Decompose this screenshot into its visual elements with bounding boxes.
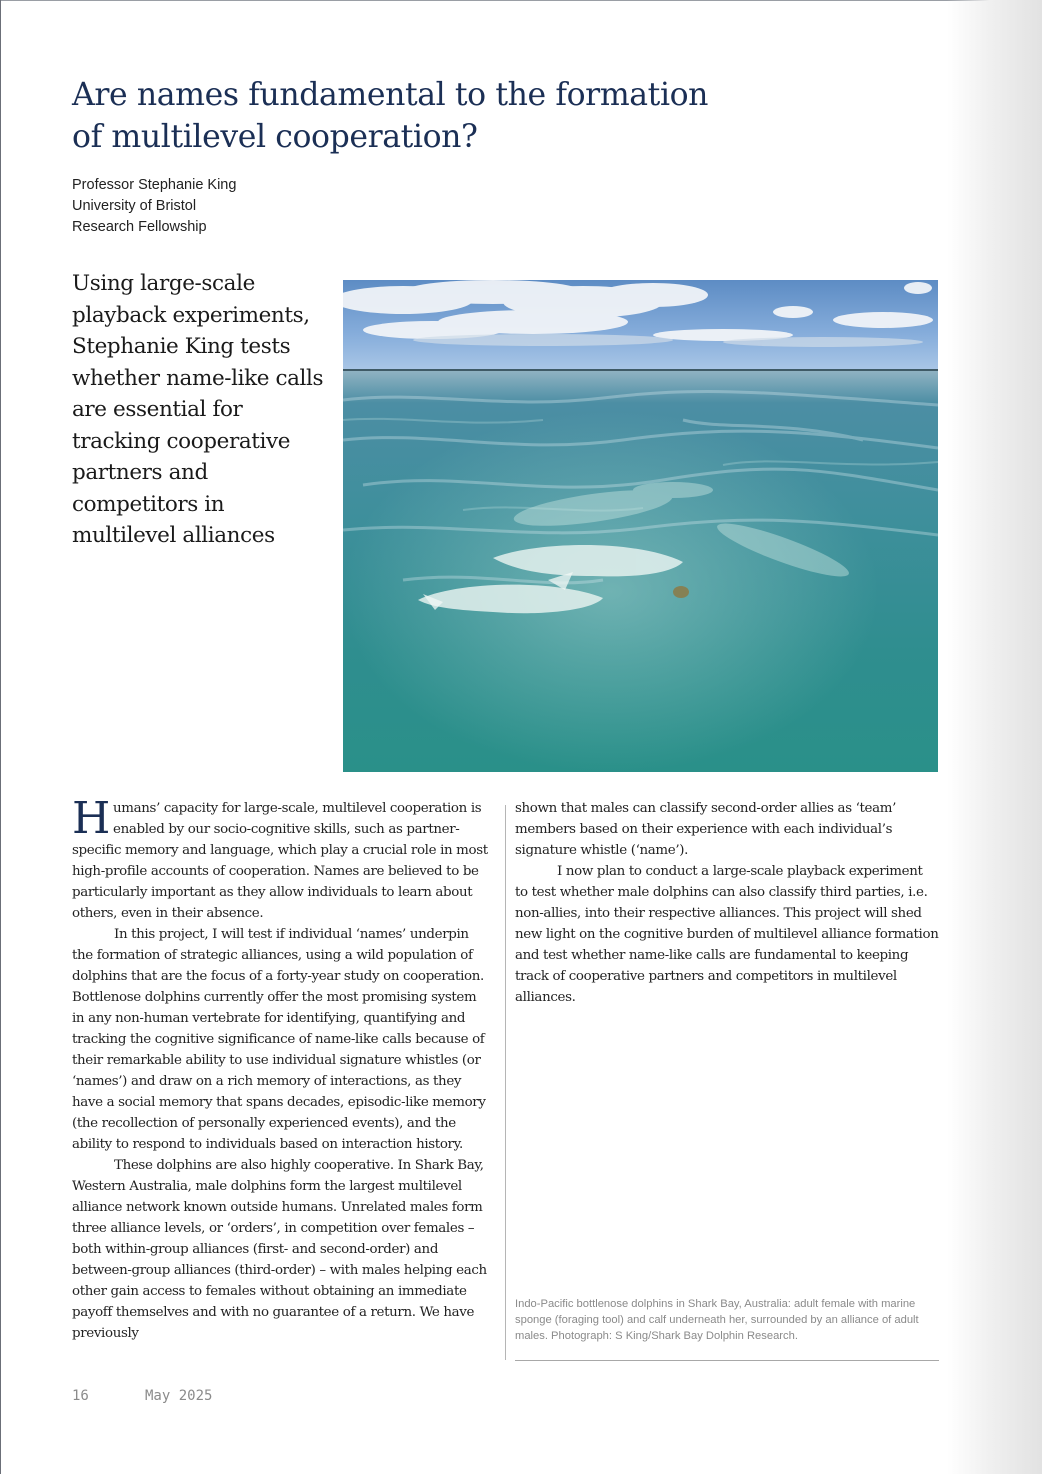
column-divider (505, 805, 506, 1360)
article-title: Are names fundamental to the formation of multilevel cooperation? (72, 77, 709, 155)
page-fold-shadow (947, 0, 1042, 1474)
body-paragraph-3: These dolphins are also highly cooperative. In Shark Bay, Western Australia, male dolphins form the largest multilevel alliance network known outside humans. Unrelated males form three alliance levels, or ‘orders’, in competition over females – both within-group alliances (first- and second-order) and between-group alliances (third-order) – with males helping each other gain access to females without obtaining an immediate payoff themselves and with no guarantee of a return. We have previously (72, 1158, 487, 1341)
body-paragraph-1 (72, 793, 492, 924)
body-paragraph-2: In this project, I will test if individual ‘names’ underpin the formation of strategic alliances, using a wild population of dolphins that are the focus of a forty-year study on cooperation. Bottlenose dolphins currently offer the most promising system in any non-human vertebrate for identifying, quantifying and tracking the cognitive significance of name-like calls because of their remarkable ability to use individual signature whistles (or ‘names’) and draw on a rich memory of interactions, as they have a social memory that spans decades, episodic-like memory (the recollection of personally experienced events), and the ability to respond to individuals based on interaction history. (72, 927, 486, 1152)
page-left-edge (0, 0, 1, 1474)
byline (72, 175, 372, 238)
author-institution: University of Bristol (72, 198, 197, 214)
award-type: Research Fellowship (72, 219, 207, 235)
photo-caption: Indo-Pacific bottlenose dolphins in Shark Bay, Australia: adult female with marine sponge (foraging tool) and calf underneath her, surrounded by an alliance of adult males. Photograph: S King/Shark Bay Dolphin Research. (515, 1298, 919, 1342)
page-top-edge (0, 0, 1042, 1)
standfirst: Using large-scale playback experiments, Stephanie King tests whether name-like calls are essential for tracking cooperative partners and competitors in multilevel alliances (72, 271, 324, 548)
page-footer (72, 1388, 212, 1404)
drop-cap: H (72, 793, 111, 844)
page-number: 16 (72, 1388, 89, 1404)
author-name: Professor Stephanie King (72, 177, 237, 193)
body-paragraph-3-continued: shown that males can classify second-order allies as ‘team’ members based on their experience with each individual’s signature whistle (‘name’). (515, 801, 897, 858)
body-column-left (72, 793, 492, 1344)
caption-rule (515, 1360, 939, 1361)
body-column-right (515, 798, 939, 1008)
paragraph-1-text: umans’ capacity for large-scale, multilevel cooperation is enabled by our socio-cognitive skills, such as partner-specific memory and language, which play a crucial role in most high-profile accounts of cooperation. Names are believed to be particularly important as they allow individuals to learn about others, even in their absence. (72, 801, 488, 921)
body-paragraph-4: I now plan to conduct a large-scale playback experiment to test whether male dolphins can also classify third parties, i.e. non-allies, into their respective alliances. This project will shed new light on the cognitive burden of multilevel alliance formation and test whether name-like calls are fundamental to keeping track of cooperative partners and competitors in multilevel alliances. (515, 864, 939, 1005)
issue-date: May 2025 (145, 1388, 213, 1404)
dolphin-photo (343, 280, 938, 772)
